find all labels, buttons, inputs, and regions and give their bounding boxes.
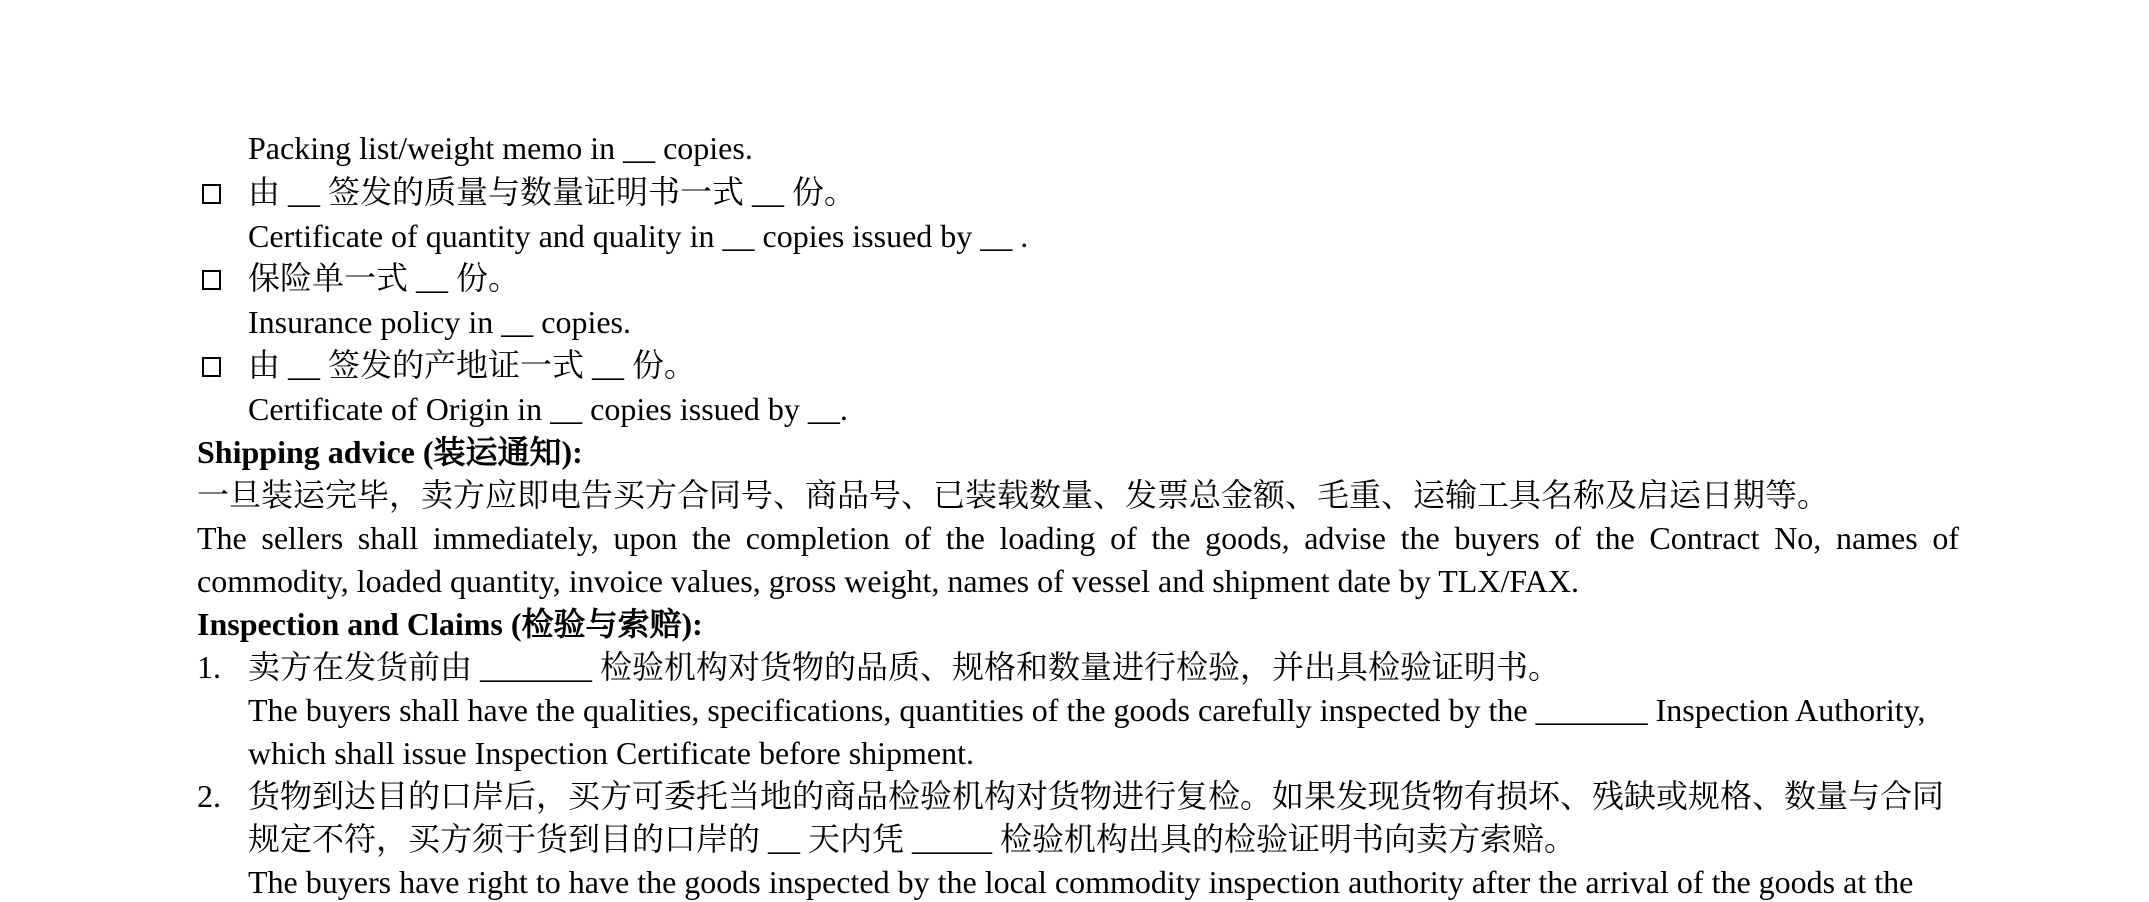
certificate-origin-cn: 由 __ 签发的产地证一式 __ 份。 (248, 347, 697, 383)
inspection-item2-en-line1: The buyers have right to have the goods inspected by the local commodity inspection authority after the arrival of the goods at the (248, 864, 1914, 900)
inspection-item1-cn: 卖方在发货前由 _______ 检验机构对货物的品质、规格和数量进行检验，并出具检验证明书。 (248, 649, 1561, 685)
certificate-origin-en: Certificate of Origin in __ copies issued by __. (248, 391, 848, 427)
shipping-advice-en-line1: The sellers shall immediately, upon the completion of the loading of the goods, advise the buyers of the Contract No, names of (197, 520, 1959, 556)
inspection-item2-cn-line2: 规定不符，买方须于货到目的口岸的 __ 天内凭 _____ 检验机构出具的检验证明书向卖方索赔。 (248, 821, 1577, 857)
inspection-item1-en-line2: which shall issue Inspection Certificate before shipment. (248, 735, 975, 771)
checkbox-insurance-policy[interactable] (202, 270, 221, 290)
quality-certificate-cn: 由 __ 签发的质量与数量证明书一式 __ 份。 (248, 174, 857, 210)
packing-list-en: Packing list/weight memo in __ copies. (248, 130, 753, 166)
checkbox-certificate-origin[interactable] (202, 357, 221, 377)
inspection-item2-number: 2. (197, 778, 221, 814)
quality-certificate-en: Certificate of quantity and quality in __ copies issued by __ . (248, 218, 1029, 254)
insurance-policy-en: Insurance policy in __ copies. (248, 304, 631, 340)
inspection-item1-en-line1: The buyers shall have the qualities, specifications, quantities of the goods carefully inspected by the _______ Inspection Authority, (248, 692, 1926, 728)
shipping-advice-heading: Shipping advice (装运通知): (197, 434, 583, 470)
inspection-item2-cn-line1: 货物到达目的口岸后，买方可委托当地的商品检验机构对货物进行复检。如果发现货物有损坏、残缺或规格、数量与合同 (248, 778, 1945, 814)
inspection-item1-number: 1. (197, 649, 221, 685)
checkbox-quality-certificate[interactable] (202, 184, 221, 204)
insurance-policy-cn: 保险单一式 __ 份。 (248, 260, 521, 296)
shipping-advice-cn: 一旦装运完毕，卖方应即电告买方合同号、商品号、已装载数量、发票总金额、毛重、运输工具名称及启运日期等。 (197, 477, 1830, 513)
shipping-advice-en-line2: commodity, loaded quantity, invoice values, gross weight, names of vessel and shipment date by TLX/FAX. (197, 563, 1579, 599)
inspection-heading: Inspection and Claims (检验与索赔): (197, 606, 703, 642)
